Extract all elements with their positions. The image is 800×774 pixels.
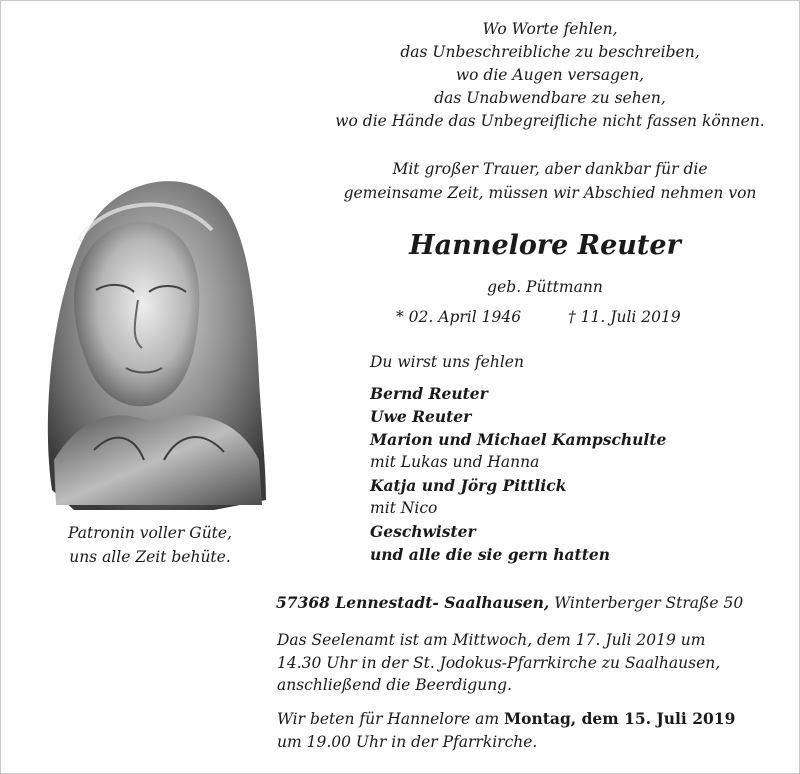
birth-name: geb. Püttmann [487, 278, 603, 296]
prayer-line [277, 708, 792, 731]
mourner-line: Geschwister [370, 522, 476, 541]
mourner-line: mit Nico [370, 499, 438, 517]
caption-line: uns alle Zeit behüte. [69, 548, 231, 566]
mourner-line: Marion und Michael Kampschulte [370, 430, 667, 449]
mourners-intro: Du wirst uns fehlen [370, 353, 524, 371]
mourner-line: Bernd Reuter [370, 384, 488, 403]
funeral-line: 14.30 Uhr in der St. Jodokus-Pfarrkirche zu Saalhausen, [277, 653, 721, 672]
funeral-line: anschließend die Beerdigung. [277, 676, 513, 694]
address [276, 592, 743, 614]
madonna-portrait-image [34, 160, 266, 510]
caption-line: Patronin voller Güte, [68, 524, 232, 542]
poem-line: wo die Hände das Unbegreifliche nicht fassen können. [335, 112, 765, 130]
death-date: † 11. Juli 2019 [568, 308, 681, 326]
mourner-line: und alle die sie gern hatten [370, 545, 611, 564]
prayer-prefix: Wir beten für Hannelore am [277, 710, 504, 728]
mourner-line: Katja und Jörg Pittlick [370, 476, 567, 495]
address-street: Winterberger Straße 50 [554, 594, 744, 612]
announcement-intro [300, 157, 800, 205]
poem-line: wo die Augen versagen, [455, 66, 645, 84]
intro-line: gemeinsame Zeit, müssen wir Abschied nehmen von [343, 184, 757, 202]
deceased-name: Hannelore Reuter [409, 230, 681, 261]
image-caption [40, 521, 260, 569]
mourner-line: Uwe Reuter [370, 407, 472, 426]
poem-line: Wo Worte fehlen, [482, 20, 618, 38]
birth-date: * 02. April 1946 [396, 308, 522, 326]
prayer-date: Montag, dem 15. Juli 2019 [503, 709, 736, 728]
address-place: 57368 Lennestadt- Saalhausen, [276, 593, 550, 612]
poem [300, 18, 800, 133]
mourners-list [370, 351, 790, 566]
poem-line: das Unabwendbare zu sehen, [434, 89, 666, 107]
funeral-notice [277, 629, 792, 697]
prayer-notice [277, 708, 792, 753]
poem-line: das Unbeschreibliche zu beschreiben, [400, 43, 700, 61]
prayer-line-2: um 19.00 Uhr in der Pfarrkirche. [277, 732, 538, 751]
funeral-line: Das Seelenamt ist am Mittwoch, dem 17. Juli 2019 um [277, 631, 706, 649]
intro-line: Mit großer Trauer, aber dankbar für die [392, 160, 708, 178]
mourner-line: mit Lukas und Hanna [370, 453, 540, 471]
